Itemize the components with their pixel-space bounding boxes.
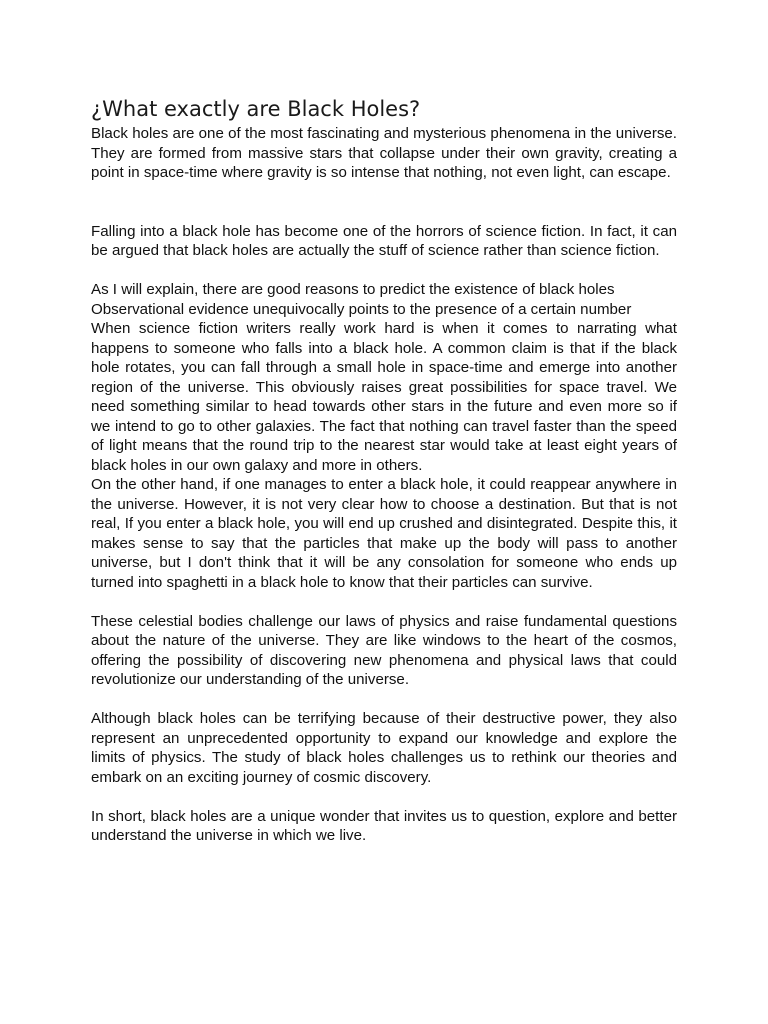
- paragraph-other-hand: On the other hand, if one manages to enter a black hole, it could reappear anywhere in the universe. However, it is not very clear how to choose a destination. But that is not real, If you enter a black hole, you will end up crushed and disintegrated. Despite this, it makes sense to say that the particles that make up the body will pass to another universe, but I don't think that it will be any consolation for someone who ends up turned into spaghetti in a black hole to know that their particles can survive.: [91, 476, 677, 591]
- paragraph-writers: When science fiction writers really work hard is when it comes to narrating what happens to someone who falls into a black hole. A common claim is that if the black hole rotates, you can fall through a small hole in space-time and emerge into another region of the universe. This obviously raises great possibilities for space travel. We need something similar to head towards other stars in the future and even more so if we intend to go to other galaxies. The fact that nothing can travel faster than the speed of light means that the round trip to the nearest star would take at least eight years of black holes in our own galaxy and more in others.: [91, 320, 677, 474]
- document-body: [91, 124, 677, 846]
- paragraph-intro: Black holes are one of the most fascinating and mysterious phenomena in the universe. They are formed from massive stars that collapse under their own gravity, creating a point in space-time where gravity is so intense that nothing, not even light, can escape.: [91, 125, 677, 181]
- paragraph-science-fiction: Falling into a black hole has become one of the horrors of science fiction. In fact, it can be argued that black holes are actually the stuff of science rather than science fiction.: [91, 222, 677, 259]
- document-title: ¿What exactly are Black Holes?: [91, 97, 421, 121]
- paragraph-terrifying: Although black holes can be terrifying because of their destructive power, they also represent an unprecedented opportunity to expand our knowledge and explore the limits of physics. The study of black holes challenges us to rethink our theories and embark on an exciting journey of cosmic discovery.: [91, 710, 677, 786]
- paragraph-evidence: Observational evidence unequivocally points to the presence of a certain number: [91, 300, 632, 318]
- paragraph-celestial-bodies: These celestial bodies challenge our laws of physics and raise fundamental questions about the nature of the universe. They are like windows to the heart of the cosmos, offering the possibility of discovering new phenomena and physical laws that could revolutionize our understanding of the universe.: [91, 612, 677, 688]
- paragraph-explain: As I will explain, there are good reasons to predict the existence of black holes: [91, 281, 615, 298]
- paragraph-conclusion: In short, black holes are a unique wonder that invites us to question, explore and better understand the universe in which we live.: [91, 807, 677, 844]
